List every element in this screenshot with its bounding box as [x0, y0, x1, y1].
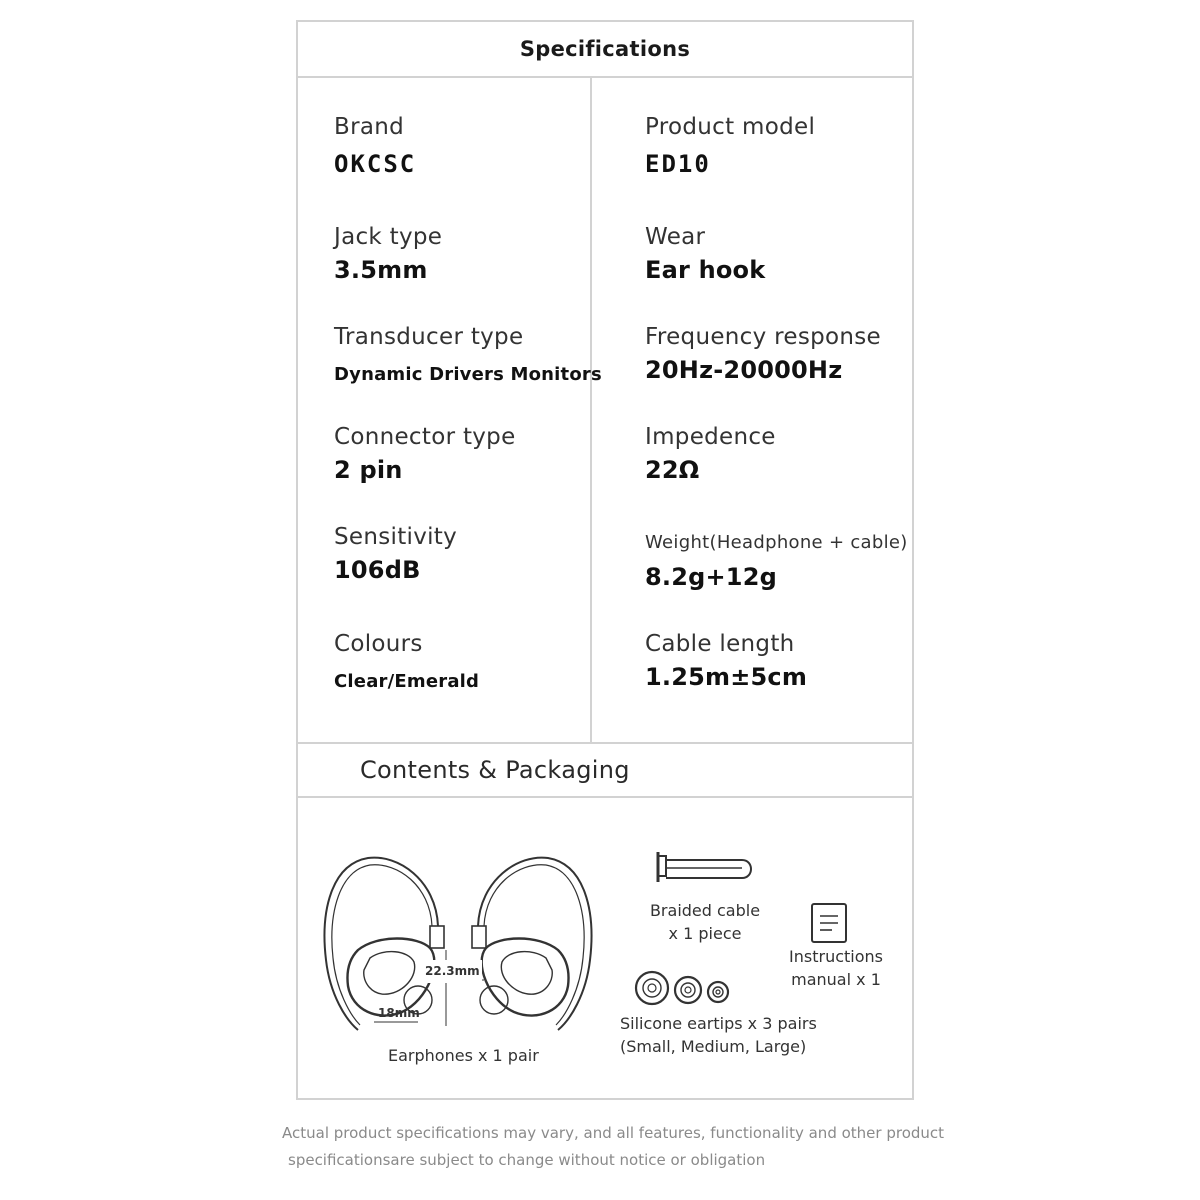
- spec-impedence: [645, 424, 776, 484]
- spec-label: Product model: [645, 114, 816, 140]
- spec-transducer-type: [334, 324, 602, 385]
- earphones-icon: [318, 850, 598, 1040]
- spec-label: Sensitivity: [334, 524, 458, 550]
- spec-value: 1.25m±5cm: [645, 663, 808, 691]
- manual-caption: [774, 945, 898, 991]
- manual-caption-line1: Instructions: [789, 947, 883, 966]
- eartips-caption: [620, 1012, 817, 1058]
- disclaimer-line1: Actual product specifications may vary, and all features, functionality and other product: [282, 1124, 945, 1142]
- spec-label: Cable length: [645, 631, 795, 657]
- spec-sensitivity: [334, 524, 457, 584]
- page-title: Specifications: [298, 22, 912, 78]
- spec-wear: [645, 224, 765, 284]
- spec-weight: [645, 528, 908, 591]
- manual-icon: [810, 902, 850, 944]
- spec-value: Dynamic Drivers Monitors: [334, 364, 602, 385]
- spec-value: Clear/Emerald: [334, 671, 480, 692]
- spec-label: Brand: [334, 114, 405, 140]
- spec-value: 106dB: [334, 556, 421, 584]
- braided-cable-icon: [650, 848, 756, 888]
- earphone-width-label: 22.3mm: [423, 960, 482, 983]
- eartips-icon: [634, 970, 734, 1006]
- spec-value: 8.2g+12g: [645, 563, 777, 591]
- spec-label: Colours: [334, 631, 423, 657]
- disclaimer: [282, 1120, 945, 1174]
- spec-value: Ear hook: [645, 256, 766, 284]
- disclaimer-line2: specificationsare subject to change without notice or obligation: [288, 1151, 766, 1169]
- spec-value: OKCSC: [334, 150, 417, 178]
- spec-sheet: [296, 20, 914, 1100]
- braided-cable-caption: [640, 899, 770, 945]
- spec-label: Frequency response: [645, 324, 881, 350]
- braided-cable-caption-line2: x 1 piece: [668, 924, 742, 943]
- spec-label: Impedence: [645, 424, 776, 450]
- spec-value: 3.5mm: [334, 256, 428, 284]
- column-divider: [590, 78, 592, 742]
- manual-caption-line2: manual x 1: [791, 970, 881, 989]
- eartips-caption-line2: (Small, Medium, Large): [620, 1037, 807, 1056]
- spec-cable-length: [645, 631, 807, 691]
- earphone-height-label: 18mm: [378, 1006, 420, 1020]
- spec-label: Wear: [645, 224, 706, 250]
- earphones-caption: Earphones x 1 pair: [388, 1046, 539, 1065]
- spec-label: Jack type: [334, 224, 443, 250]
- braided-cable-caption-line1: Braided cable: [649, 901, 761, 920]
- spec-value: 20Hz-20000Hz: [645, 356, 843, 384]
- spec-label: Weight(Headphone + cable): [645, 532, 908, 553]
- spec-label: Connector type: [334, 424, 516, 450]
- contents-header: [298, 742, 912, 798]
- spec-value: 2 pin: [334, 456, 403, 484]
- eartips-caption-line1: Silicone eartips x 3 pairs: [620, 1014, 817, 1033]
- spec-colours: [334, 631, 479, 692]
- spec-connector-type: [334, 424, 516, 484]
- spec-frequency-response: [645, 324, 881, 384]
- spec-value: ED10: [645, 150, 711, 178]
- spec-product-model: [645, 114, 815, 178]
- spec-jack-type: [334, 224, 442, 284]
- spec-brand: [334, 114, 416, 178]
- spec-value: 22Ω: [645, 456, 700, 484]
- spec-label: Transducer type: [334, 324, 524, 350]
- contents-title: Contents & Packaging: [360, 756, 630, 784]
